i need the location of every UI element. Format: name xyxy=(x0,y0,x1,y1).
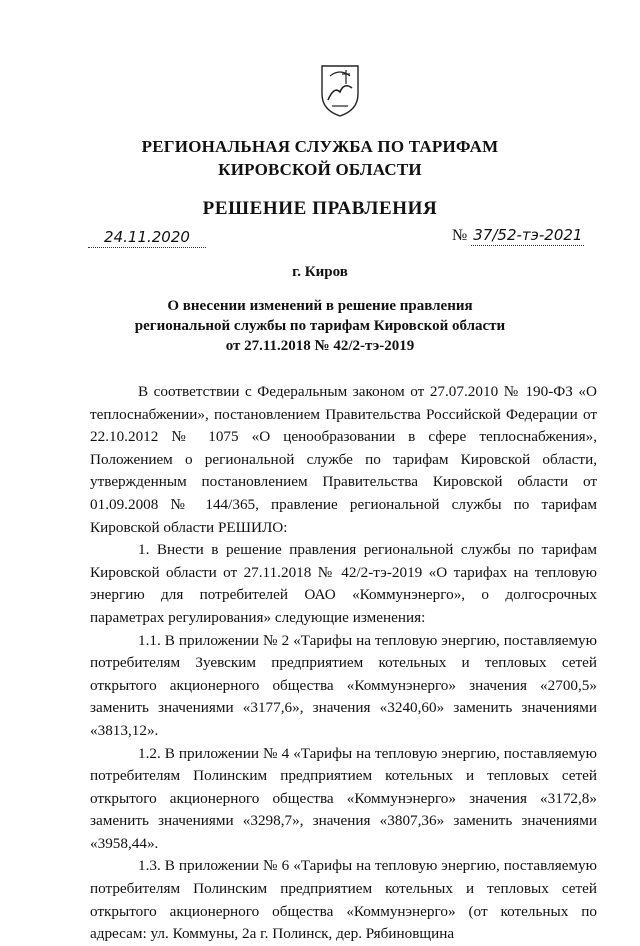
number-value: 37/52-тэ-2021 xyxy=(473,226,583,244)
org-name-line2: КИРОВСКОЙ ОБЛАСТИ xyxy=(218,160,422,179)
item-1-1-paragraph: 1.1. В приложении № 2 «Тарифы на тепловую энергию, поставляемую потребителям Зуевским предприятием котельных и тепловых сетей открытого акционерного общества «Коммунэнерго» значения «2700,5» заменить значениями «3177,6», значения «3240,60» заменить значениями «3813,12». xyxy=(90,631,597,739)
subject-line3: от 27.11.2018 № 42/2-тэ-2019 xyxy=(225,338,415,354)
document-body xyxy=(90,381,597,946)
org-name-line1: РЕГИОНАЛЬНАЯ СЛУЖБА ПО ТАРИФАМ xyxy=(141,137,499,156)
preamble-paragraph: В соответствии с Федеральным законом от 27.07.2010 № 190-ФЗ «О теплоснабжении», постановлением Правительства Российской Федерации от 22.10.2012 № 1075 «О ценообразовании в сфере теплоснабжения», Положением о региональной службе по тарифам Кировской области, утвержденным постановлением Правительства Кировской области от 01.09.2008 № 144/365, правление региональной службы по тарифам Кировской области РЕШИЛО: xyxy=(90,383,597,536)
item-1-2-paragraph: 1.2. В приложении № 4 «Тарифы на тепловую энергию, поставляемую потребителям Полинским предприятием котельных и тепловых сетей открытого акционерного общества «Коммунэнерго» значения «3172,8» заменить значениями «3298,7», значения «3807,36» заменить значениями «3958,44». xyxy=(90,744,597,852)
item-1-3-paragraph: 1.3. В приложении № 6 «Тарифы на тепловую энергию, поставляемую потребителям Полинским предприятием котельных и тепловых сетей открытого акционерного общества «Коммунэнерго» (от котельных по адресам: ул. Коммуны, 2а г. Полинск, дер. Рябиновщина xyxy=(90,857,597,943)
subject-line2: региональной службы по тарифам Кировской области xyxy=(134,318,506,334)
subject-line1: О внесении изменений в решение правления xyxy=(167,298,473,314)
document-number xyxy=(452,226,602,245)
document-type: РЕШЕНИЕ ПРАВЛЕНИЯ xyxy=(202,198,438,219)
item-1-paragraph: 1. Внести в решение правления региональной службы по тарифам Кировской области от 27.11.2018 № 42/2-тэ-2019 «О тарифах на тепловую энергию для потребителей ОАО «Коммунэнерго», о долгосрочных параметрах регулирования» следующие изменения: xyxy=(90,541,597,626)
number-prefix: № xyxy=(452,227,468,244)
kirov-coat-of-arms-icon xyxy=(318,62,362,118)
document-date: 24.11.2020 xyxy=(88,228,206,248)
city: г. Киров xyxy=(292,264,348,280)
